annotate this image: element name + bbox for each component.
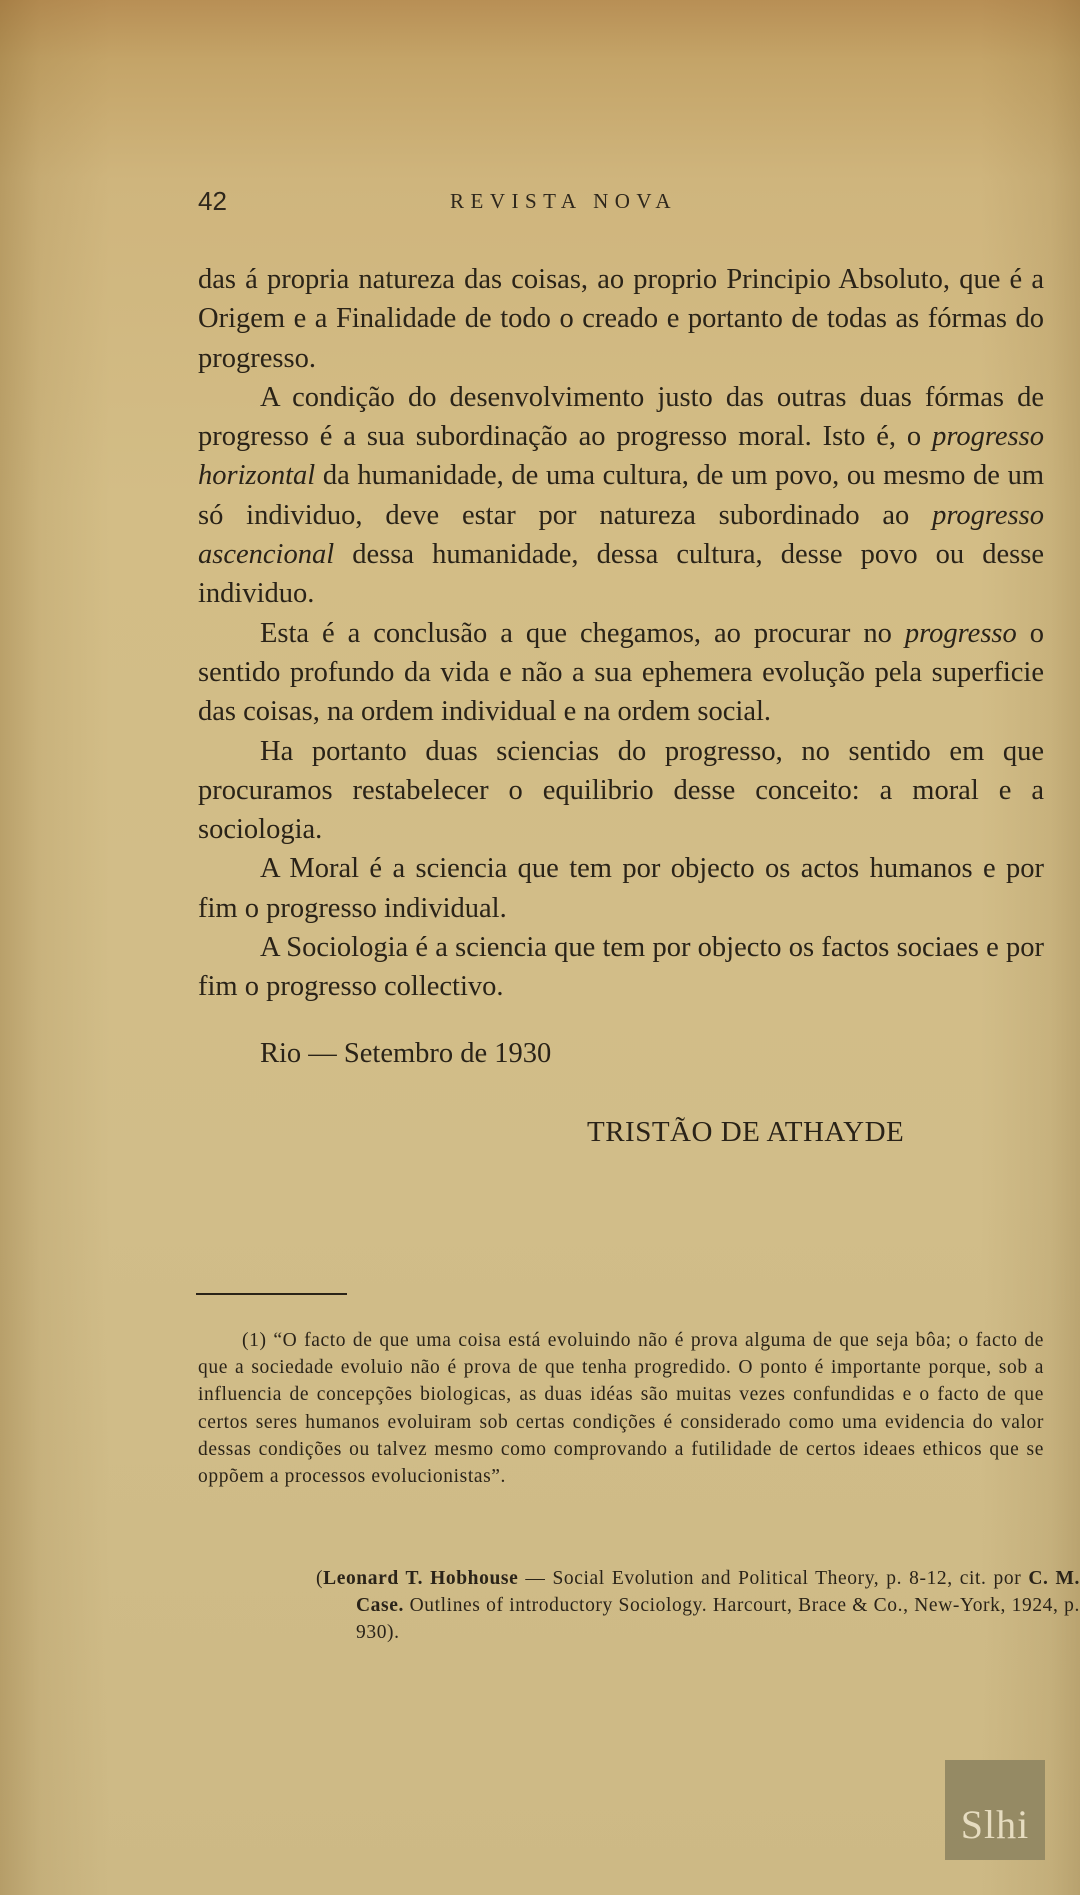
paragraph-3 <box>198 614 1044 732</box>
footnote-1-text: (1) “O facto de que uma coisa está evoluindo não é prova alguma de que seja bôa; o facto de que a sociedade evoluio não é prova de que tenha progredido. O ponto é importante porque, sob a influencia de concepções biologicas, as duas idéas são muitas vezes confundidas e o facto de que certos seres humanos evoluiram sob certas condições é considerado como uma evidencia do valor dessas condições ou talvez mesmo como comprovando a futilidade de certos ideaes ethicos que se oppõem a processos evolucionistas”. <box>198 1330 1044 1488</box>
paragraph-5: A Moral é a sciencia que tem por objecto os actos humanos e por fim o progresso individual. <box>198 853 1044 924</box>
paragraph-2 <box>198 378 1044 614</box>
author-signature: TRISTÃO DE ATHAYDE <box>587 1116 905 1148</box>
citation-author-hobhouse: Leonard T. Hobhouse <box>323 1568 519 1589</box>
citation-open-paren: ( <box>316 1568 324 1589</box>
paragraph-6: A Sociologia é a sciencia que tem por objecto os factos sociaes e por fim o progresso collectivo. <box>198 932 1044 1003</box>
footnote-divider <box>196 1293 347 1295</box>
running-head <box>198 186 1044 220</box>
italic-progresso: progresso <box>904 617 1017 649</box>
slhi-logo-icon: Slhi <box>960 1802 1030 1847</box>
page-number: 42 <box>198 186 227 216</box>
paragraph-2-text-c: dessa humanidade, dessa cultura, desse povo ou desse individuo. <box>198 539 1044 610</box>
journal-title: REVISTA NOVA <box>450 189 678 213</box>
paragraph-3-text-a: Esta é a conclusão a que chegamos, ao procurar no <box>260 617 905 649</box>
paragraph-2-text-b: da humanidade, de uma cultura, de um povo, ou mesmo de um só individuo, deve estar por natureza subordinado ao <box>198 460 1044 531</box>
paragraph-1: das á propria natureza das coisas, ao proprio Principio Absoluto, que é a Origem e a Finalidade de todo o creado e portanto de todas as fórmas do progresso. <box>198 264 1044 374</box>
footnote-citation <box>316 1565 1080 1647</box>
paragraph-2-text-a: A condição do desenvolvimento justo das outras duas fórmas de progresso é a sua subordinação ao progresso moral. Isto é, o <box>198 381 1044 453</box>
body-text <box>198 260 1044 1007</box>
citation-work-1: — Social Evolution and Political Theory, p. 8-12, cit. por <box>518 1568 1029 1589</box>
library-logo-watermark <box>945 1760 1045 1860</box>
italic-progresso-horizontal: progresso horizontal <box>198 421 1044 492</box>
citation-work-2: Outlines of introductory Sociology. Harcourt, Brace & Co., New-York, 1924, p. 930). <box>356 1595 1080 1644</box>
italic-progresso-ascencional: progresso ascencional <box>198 499 1044 571</box>
paragraph-4: Ha portanto duas sciencias do progresso, no sentido em que procuramos restabelecer o equilibrio desse conceito: a moral e a sociologia. <box>198 735 1044 846</box>
dateline: Rio — Setembro de 1930 <box>260 1038 552 1069</box>
footnote <box>198 1327 1044 1490</box>
citation-author-case: C. M. Case. <box>356 1568 1080 1617</box>
paragraph-3-text-b: o sentido profundo da vida e não a sua ephemera evolução pela superficie das coisas, na ordem individual e na ordem social. <box>198 617 1044 728</box>
